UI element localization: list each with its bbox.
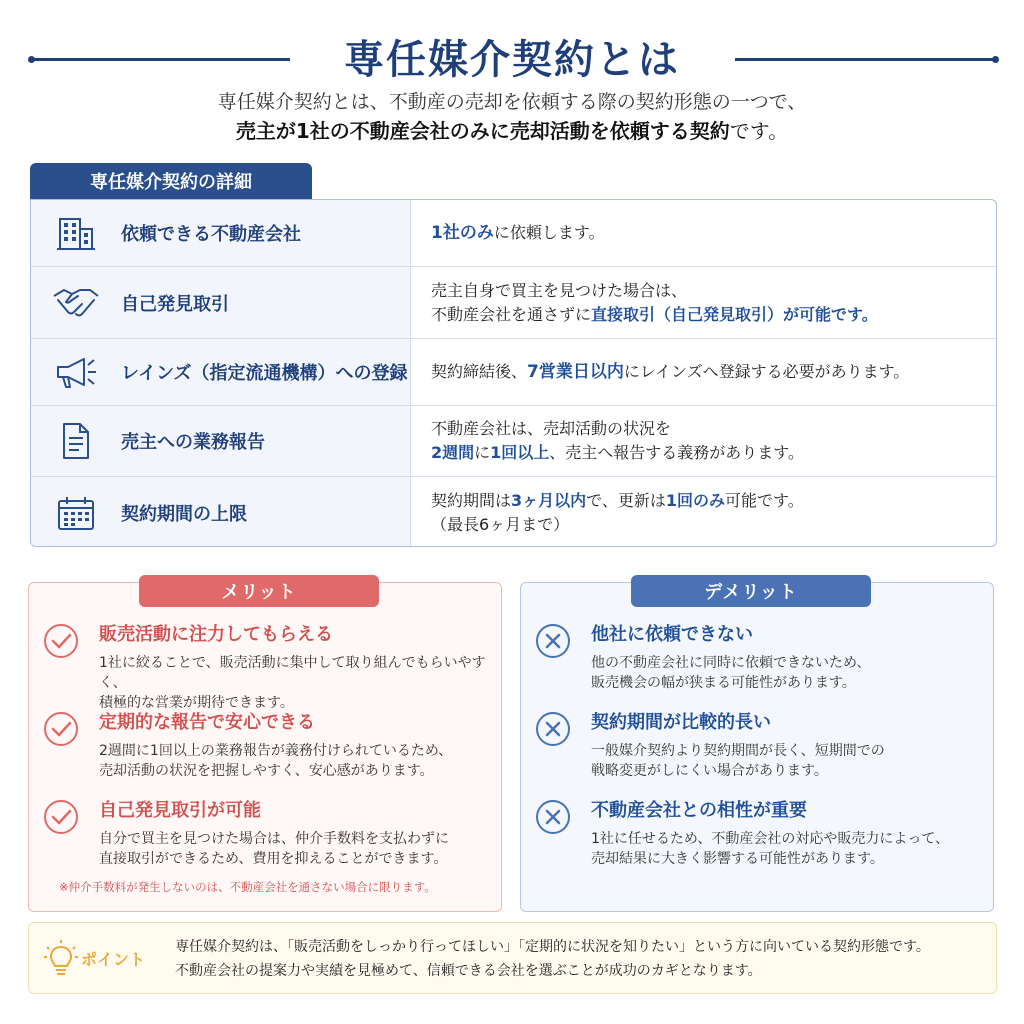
merit-body (99, 741, 499, 781)
intro-line-2 (0, 116, 1024, 146)
demerit-tab: デメリット (631, 575, 871, 607)
point-box (28, 922, 997, 994)
point-text (175, 935, 930, 983)
details-label: 契約期間の上限 (121, 503, 247, 525)
title-divider-right (735, 58, 997, 61)
details-label: 依頼できる不動産会社 (121, 224, 301, 245)
details-text: にレインズへ登録する必要があります。 (623, 362, 910, 381)
details-row-reins (31, 339, 996, 406)
details-row-period (31, 477, 996, 547)
details-text: 不動産会社を通さずに (431, 304, 592, 324)
title-row (0, 16, 1024, 83)
demerit-heading: 契約期間が比較的長い (591, 712, 771, 733)
document-icon (31, 422, 121, 460)
details-text: で、更新は (586, 490, 666, 510)
point-label: ポイント (81, 950, 146, 969)
details-row-head (31, 406, 411, 476)
merit-heading: 販売活動に注力してもらえる (99, 624, 333, 645)
details-value (411, 477, 996, 547)
intro (0, 88, 1024, 146)
details-text: 売主自身で買主を見つけた場合は、 (431, 280, 688, 300)
demerit-body (591, 741, 991, 781)
details-row-report (31, 406, 996, 477)
check-circle-icon (43, 623, 79, 659)
details-value (411, 339, 996, 405)
demerit-body-line: 1社に任せるため、不動産会社の対応や販売力によって、 (591, 831, 950, 847)
building-icon (31, 215, 121, 251)
details-text: 契約締結後、 (431, 362, 528, 381)
merit-tab: メリット (139, 575, 379, 607)
merit-body (99, 653, 499, 713)
demerit-body-line: 売却結果に大きく影響する可能性があります。 (591, 851, 884, 867)
demerit-body (591, 829, 991, 869)
details-text: に (474, 443, 491, 462)
check-circle-icon (43, 711, 79, 747)
details-row-head (31, 477, 411, 547)
details-text: に依頼します。 (493, 223, 605, 242)
merit-body-line: 自分で買主を見つけた場合は、仲介手数料を支払わずに (99, 831, 449, 847)
intro-line-2-tail: です。 (729, 119, 789, 143)
demerit-body (591, 653, 991, 693)
calendar-icon (31, 495, 121, 531)
details-text: 可能です。 (724, 490, 804, 510)
intro-line-2-bold: 売主が1社の不動産会社のみに売却活動を依頼する契約 (235, 119, 730, 143)
point-line: 不動産会社の提案力や実績を見極めて、信頼できる会社を選ぶことが成功のカギとなります。 (175, 963, 762, 979)
intro-line-1: 専任媒介契約とは、不動産の売却を依頼する際の契約形態の一つで、 (217, 91, 807, 113)
details-value (411, 406, 996, 476)
demerit-body-line: 一般媒介契約より契約期間が長く、短期間での (591, 743, 885, 759)
details-value (411, 267, 996, 338)
details-highlight: 3ヶ月以内 (511, 490, 587, 510)
details-row-head (31, 200, 411, 266)
merit-body-line: 直接取引ができるため、費用を抑えることができます。 (99, 851, 448, 867)
merit-heading: 自己発見取引が可能 (99, 800, 261, 821)
details-row-head (31, 339, 411, 405)
demerit-body-line: 他の不動産会社に同時に依頼できないため、 (591, 655, 871, 671)
details-value (411, 200, 996, 266)
handshake-icon (31, 286, 121, 320)
demerit-heading: 不動産会社との相性が重要 (591, 800, 807, 821)
details-label: レインズ（指定流通機構）への登録 (121, 363, 408, 384)
x-circle-icon (535, 711, 571, 747)
details-row-company (31, 200, 996, 267)
details-row-head (31, 267, 411, 338)
point-line: 専任媒介契約は、「販売活動をしっかり行ってほしい」「定期的に状況を知りたい」という方に向いている契約形態です。 (175, 939, 930, 955)
details-highlight: 1回以上 (490, 443, 550, 462)
details-text: 、売主へ報告する義務があります。 (549, 443, 805, 462)
details-highlight: 1社のみ (431, 223, 494, 243)
details-row-self-discovery (31, 267, 996, 339)
demerit-body-line: 販売機会の幅が狭まる可能性があります。 (591, 675, 856, 691)
details-text: （最長6ヶ月まで） (431, 514, 570, 534)
merit-body-line: 積極的な営業が期待できます。 (99, 695, 294, 711)
page-title: 専任媒介契約とは (344, 37, 680, 83)
x-circle-icon (535, 799, 571, 835)
details-table (30, 199, 997, 547)
demerit-panel (520, 582, 994, 912)
demerit-heading: 他社に依頼できない (591, 624, 753, 645)
details-tab: 専任媒介契約の詳細 (30, 163, 312, 199)
check-circle-icon (43, 799, 79, 835)
lightbulb-icon (43, 939, 79, 979)
details-label: 自己発見取引 (121, 293, 229, 315)
details-label: 売主への業務報告 (121, 432, 265, 453)
details-highlight: 1回のみ (665, 490, 725, 510)
demerit-body-line: 戦略変更がしにくい場合があります。 (591, 763, 828, 779)
details-highlight: 2週間 (431, 443, 475, 462)
details-highlight: 直接取引（自己発見取引）が可能です。 (591, 304, 878, 324)
details-text: 契約期間は (431, 490, 512, 510)
merit-heading: 定期的な報告で安心できる (99, 712, 315, 733)
details-text: 不動産会社は、売却活動の状況を (431, 419, 672, 438)
merit-note: ※仲介手数料が発生しないのは、不動産会社を通さない場合に限ります。 (59, 880, 436, 894)
x-circle-icon (535, 623, 571, 659)
megaphone-icon (31, 355, 121, 389)
merit-body (99, 829, 499, 869)
merit-body-line: 1社に絞ることで、販売活動に集中して取り組んでもらいやすく、 (99, 655, 486, 691)
merit-body-line: 売却活動の状況を把握しやすく、安心感があります。 (99, 763, 434, 779)
details-highlight: 7営業日以内 (527, 362, 624, 382)
merit-panel (28, 582, 502, 912)
merit-body-line: 2週間に1回以上の業務報告が義務付けられているため、 (99, 743, 453, 759)
